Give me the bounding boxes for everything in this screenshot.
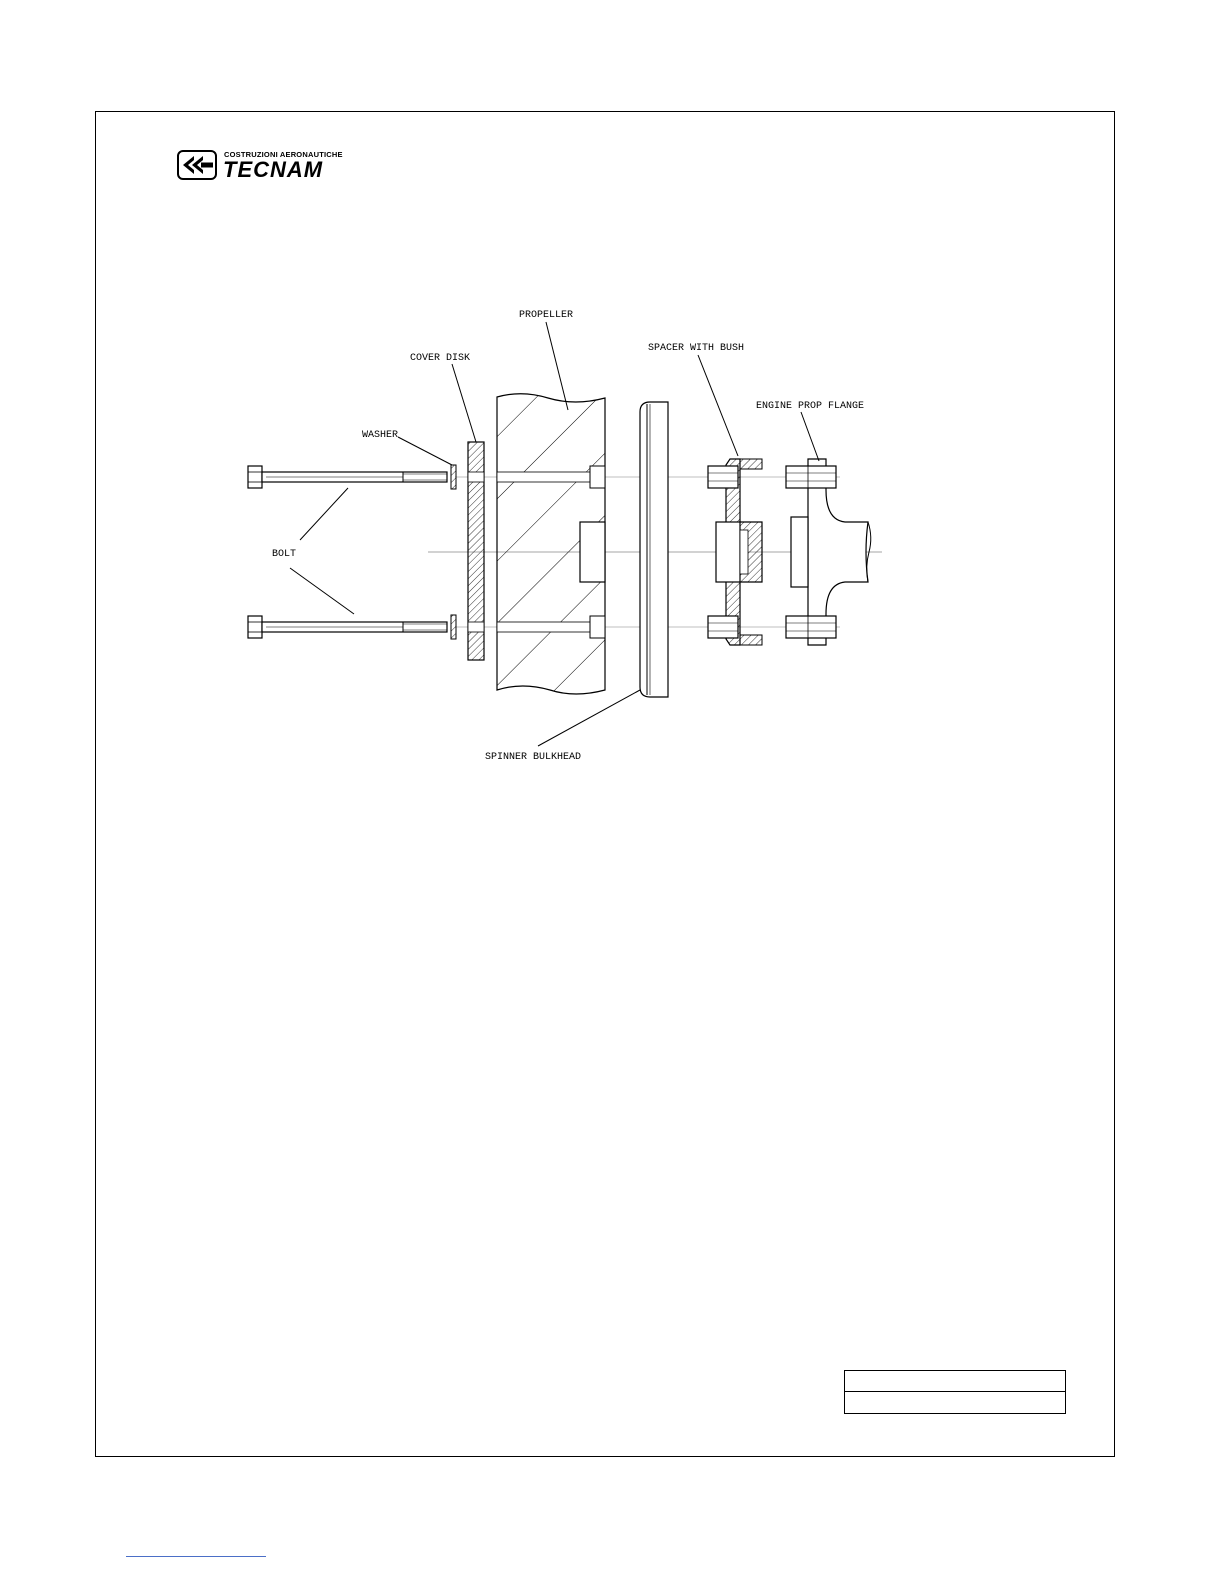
upper-bolt [248,466,447,488]
bolt-leader-lower [290,568,354,614]
lower-bolt [248,616,447,638]
label-propeller: PROPELLER [519,310,574,321]
engine-prop-flange [786,459,871,645]
revision-box [844,1370,1066,1414]
label-spinner-bulkhead: SPINNER BULKHEAD [485,752,582,763]
spacer-with-bush [708,459,762,645]
revision-box-row [845,1371,1065,1392]
cover-disk [468,442,484,660]
lower-washer [451,615,456,639]
logo-subtitle: COSTRUZIONI AERONAUTICHE [224,150,343,159]
spinner-bulkhead [640,402,668,697]
label-bolt: BOLT [272,549,297,560]
propeller-hub [497,394,605,694]
bulkhead-leader [538,690,640,746]
propeller-leader [546,322,568,410]
label-cover-disk: COVER DISK [410,353,471,364]
flange-leader [801,412,819,461]
label-engine-prop-flange: ENGINE PROP FLANGE [756,401,865,412]
bolt-leader-upper [300,488,348,540]
footer-link-underline [126,1556,266,1557]
spacer-leader [698,355,738,456]
logo-name: TECNAM [223,157,324,182]
label-washer: WASHER [362,430,399,441]
upper-washer [451,465,456,489]
washer-leader [398,437,452,465]
cover-disk-leader [452,364,476,442]
label-spacer-with-bush: SPACER WITH BUSH [648,343,745,354]
